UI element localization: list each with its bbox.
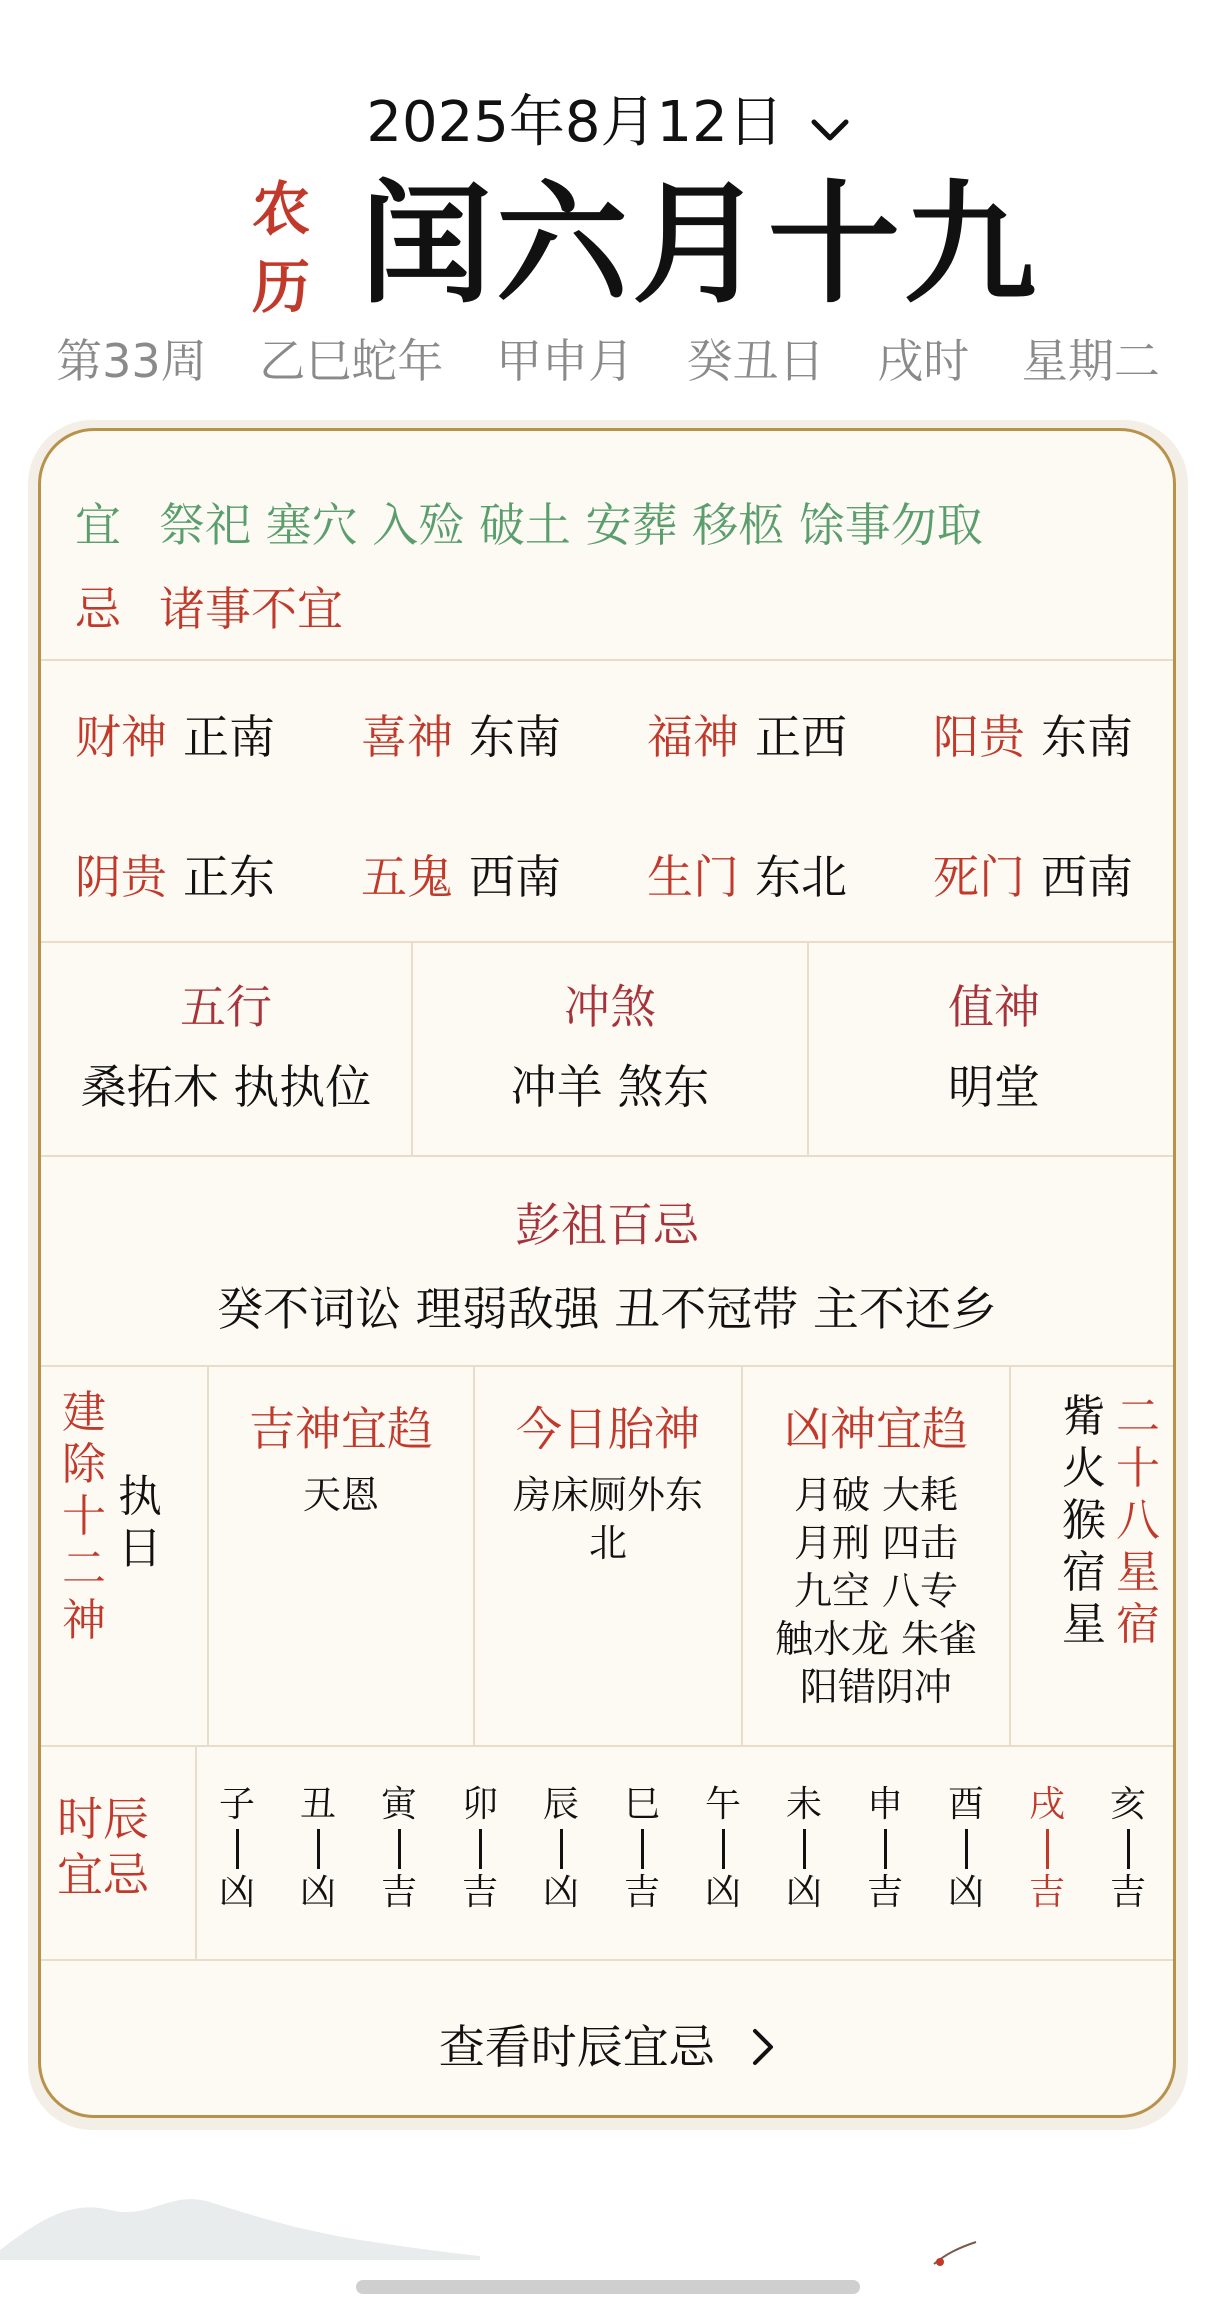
hour-item[interactable]: 酉 凶 bbox=[947, 1784, 984, 1913]
solar-date[interactable]: 2025年8月12日 bbox=[366, 90, 784, 155]
god-item bbox=[361, 701, 561, 767]
god-key: 五鬼 bbox=[361, 850, 453, 904]
ji-label: 忌 bbox=[75, 582, 121, 636]
divider bbox=[1009, 1367, 1011, 1745]
god-key: 死门 bbox=[933, 850, 1025, 904]
ji-row bbox=[75, 573, 343, 639]
wuxing-title: 五行 bbox=[180, 980, 272, 1034]
god-item bbox=[933, 841, 1133, 907]
lunar-tag-char: 历 bbox=[251, 253, 310, 321]
god-value: 东南 bbox=[469, 710, 561, 764]
divider bbox=[41, 1959, 1173, 1961]
jianchu-title: 建 除 十 二 神 bbox=[62, 1387, 106, 1646]
almanac-card bbox=[38, 428, 1176, 2118]
chevron-down-icon[interactable] bbox=[810, 93, 850, 158]
mountain-decoration bbox=[0, 2180, 480, 2260]
taishen-value: 房床厕外东 北 bbox=[512, 1473, 703, 1565]
divider bbox=[195, 1747, 197, 1959]
god-key: 阴贵 bbox=[75, 850, 167, 904]
divider bbox=[41, 1365, 1173, 1367]
hour-item[interactable]: 亥 吉 bbox=[1109, 1784, 1146, 1913]
zhishen-cell bbox=[809, 971, 1176, 1117]
current-hour: 戌时 bbox=[877, 334, 970, 388]
hours-title: 时辰 宜忌 bbox=[57, 1792, 149, 1902]
god-key: 阳贵 bbox=[933, 710, 1025, 764]
pengzu-value: 癸不词讼 理弱敌强 丑不冠带 主不还乡 bbox=[217, 1282, 997, 1336]
lunar-tag-char: 农 bbox=[251, 175, 310, 243]
xingxiu-title: 二 十 八 星 宿 bbox=[1116, 1391, 1160, 1650]
pengzu-cell bbox=[41, 1189, 1173, 1339]
hour-item[interactable]: 巳 吉 bbox=[623, 1784, 660, 1913]
chongsha-title: 冲煞 bbox=[564, 980, 656, 1034]
god-value: 正东 bbox=[183, 850, 275, 904]
chevron-right-icon[interactable] bbox=[751, 2024, 775, 2078]
divider bbox=[41, 941, 1173, 943]
date-info-row bbox=[0, 325, 1216, 391]
hour-item[interactable]: 申 吉 bbox=[866, 1784, 903, 1913]
god-item bbox=[75, 701, 275, 767]
god-value: 西南 bbox=[1041, 850, 1133, 904]
xingxiu-value: 觜 火 猴 宿 星 bbox=[1062, 1391, 1106, 1650]
lunar-date: 闰六月十九 bbox=[360, 168, 1040, 322]
god-key: 福神 bbox=[647, 710, 739, 764]
ganzhi-month: 甲申月 bbox=[495, 334, 634, 388]
yi-label: 宜 bbox=[75, 498, 121, 552]
home-indicator[interactable] bbox=[356, 2280, 860, 2294]
date-selector[interactable] bbox=[0, 78, 1216, 158]
god-value: 东北 bbox=[755, 850, 847, 904]
god-value: 正西 bbox=[755, 710, 847, 764]
ganzhi-day: 癸丑日 bbox=[686, 334, 825, 388]
view-hours-label[interactable]: 查看时辰宜忌 bbox=[438, 2020, 715, 2074]
view-hours-link[interactable] bbox=[41, 2011, 1173, 2078]
lunar-header bbox=[0, 170, 1216, 320]
hour-item[interactable]: 辰 凶 bbox=[542, 1784, 579, 1913]
hour-item-current[interactable]: 戌 吉 bbox=[1028, 1784, 1065, 1913]
week-number: 第33周 bbox=[56, 334, 207, 388]
god-value: 东南 bbox=[1041, 710, 1133, 764]
weekday: 星期二 bbox=[1021, 334, 1160, 388]
god-item bbox=[647, 701, 847, 767]
pengzu-title: 彭祖百忌 bbox=[515, 1198, 699, 1252]
wuxing-value: 桑拓木 执执位 bbox=[80, 1060, 372, 1114]
god-value: 西南 bbox=[469, 850, 561, 904]
ji-text: 诸事不宜 bbox=[159, 582, 343, 636]
jishen-title: 吉神宜趋 bbox=[249, 1402, 433, 1456]
hour-item[interactable]: 丑 凶 bbox=[299, 1784, 336, 1913]
god-key: 生门 bbox=[647, 850, 739, 904]
zhishen-value: 明堂 bbox=[948, 1060, 1040, 1114]
chongsha-cell bbox=[413, 971, 807, 1117]
jianchu-value: 执 日 bbox=[118, 1471, 162, 1574]
god-item bbox=[647, 841, 847, 907]
god-value: 正南 bbox=[183, 710, 275, 764]
xiongshen-title: 凶神宜趋 bbox=[784, 1402, 968, 1456]
hour-item[interactable]: 寅 吉 bbox=[380, 1784, 417, 1913]
hour-item[interactable]: 子 凶 bbox=[218, 1784, 255, 1913]
yi-text: 祭祀 塞穴 入殓 破土 安葬 移柩 馀事勿取 bbox=[159, 498, 983, 552]
lunar-tag bbox=[250, 170, 312, 326]
hour-item[interactable]: 未 凶 bbox=[785, 1784, 822, 1913]
divider bbox=[41, 659, 1173, 661]
chongsha-value: 冲羊 煞东 bbox=[510, 1060, 710, 1114]
divider bbox=[41, 1745, 1173, 1747]
god-key: 财神 bbox=[75, 710, 167, 764]
god-item bbox=[75, 841, 275, 907]
taishen-title: 今日胎神 bbox=[516, 1402, 700, 1456]
yi-row bbox=[75, 489, 983, 555]
branch-decoration bbox=[930, 2234, 990, 2268]
wuxing-cell bbox=[41, 971, 411, 1117]
zhishen-title: 值神 bbox=[948, 980, 1040, 1034]
hour-item[interactable]: 午 凶 bbox=[704, 1784, 741, 1913]
divider bbox=[41, 1155, 1173, 1157]
xiongshen-value: 月破 大耗 月刑 四击 九空 八专 触水龙 朱雀 阳错阴冲 bbox=[774, 1473, 978, 1709]
god-key: 喜神 bbox=[361, 710, 453, 764]
hour-item[interactable]: 卯 吉 bbox=[461, 1784, 498, 1913]
god-item bbox=[361, 841, 561, 907]
god-item bbox=[933, 701, 1133, 767]
ganzhi-year: 乙巳蛇年 bbox=[259, 334, 444, 388]
jishen-value: 天恩 bbox=[302, 1473, 379, 1517]
